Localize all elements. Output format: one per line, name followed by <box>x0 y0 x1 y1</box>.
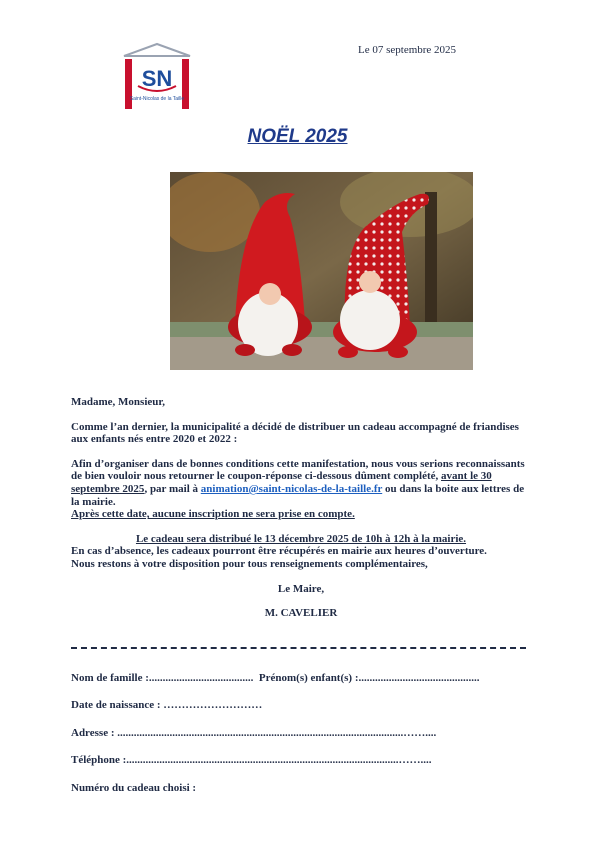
contact-info: Nous restons à votre disposition pour tous renseignements complémentaires, <box>71 557 428 570</box>
first-names-field[interactable]: Prénom(s) enfant(s) :............................................ <box>258 672 480 684</box>
absence-info: En cas d’absence, les cadeaux pourront être récupérés en mairie aux heures d’ouverture. <box>71 545 487 558</box>
last-name-field[interactable]: Nom de famille :...................................... <box>71 672 254 684</box>
deadline: avant le 30 septembre 2025 <box>71 470 492 495</box>
birth-date-field[interactable]: Date de naissance : ……………………… <box>71 699 263 711</box>
form-row-names <box>71 672 480 684</box>
phone-field[interactable]: Téléphone :...................................................................................................…….... <box>71 754 432 766</box>
distribution-info: Le cadeau sera distribué le 13 décembre 2025 de 10h à 12h à la mairie. <box>135 532 467 545</box>
svg-text:Saint-Nicolas de la Taille: Saint-Nicolas de la Taille <box>129 96 185 102</box>
paragraph-instructions: Afin d’organiser dans de bonnes conditions cette manifestation, nous vous serions reconnaissants de bien vouloir nous retourner le coupon-réponse ci-dessous dûment complété, avant le 30 septembre 2025, par mail à animation@saint-nicolas-de-la-taille.fr ou dans la boite aux lettres de la mairie. <box>71 457 525 508</box>
address-field[interactable]: Adresse : ........................................................................................................…….... <box>71 727 437 739</box>
email-link[interactable]: animation@saint-nicolas-de-la-taille.fr <box>200 482 383 495</box>
gift-number-field[interactable]: Numéro du cadeau choisi : <box>71 782 197 794</box>
deadline-note: Après cette date, aucune inscription ne sera prise en compte. <box>71 508 355 521</box>
letter-body <box>71 396 531 620</box>
salutation: Madame, Monsieur, <box>71 396 166 408</box>
municipality-logo <box>120 42 194 114</box>
cut-line-divider <box>71 647 526 649</box>
letter-date: Le 07 septembre 2025 <box>358 44 457 56</box>
paragraph-intro: Comme l’an dernier, la municipalité a décidé de distribuer un cadeau accompagné de friandises aux enfants nés entre 2020 et 2022 : <box>71 420 519 446</box>
svg-text:SN: SN <box>141 66 173 91</box>
signer-name: M. CAVELIER <box>264 607 338 620</box>
christmas-gnomes-image <box>170 172 473 370</box>
signer-title: Le Maire, <box>277 582 325 595</box>
page-title: NOËL 2025 <box>247 126 348 147</box>
